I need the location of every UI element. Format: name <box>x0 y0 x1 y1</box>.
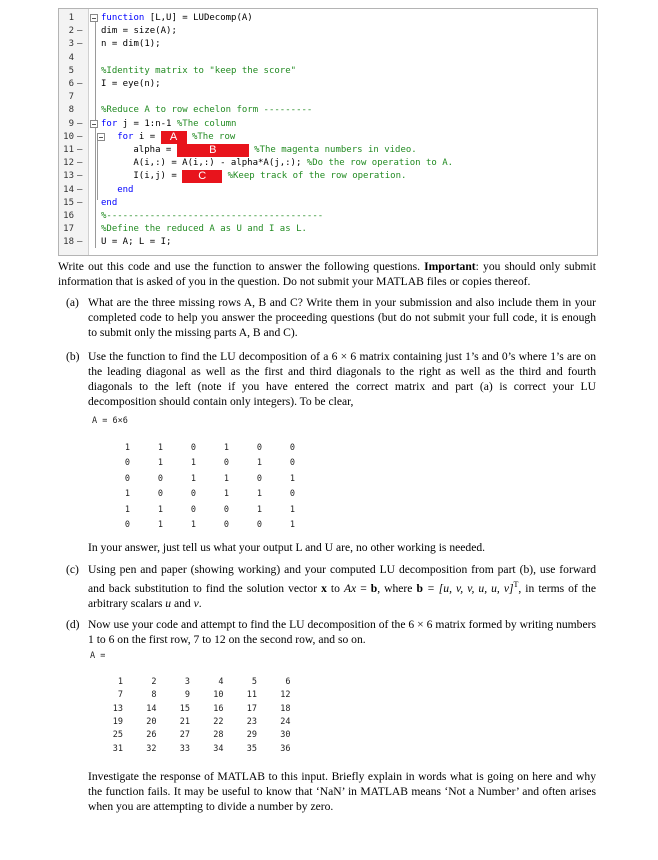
line-number: 18 <box>63 237 74 248</box>
matrix-cell: 36 <box>280 743 291 754</box>
line-number: 11 <box>63 145 74 155</box>
matrix-cell: 1 <box>289 473 295 484</box>
matrix-cell: 7 <box>117 690 123 701</box>
matrix-cell: 32 <box>146 743 157 754</box>
matrix-cell: 27 <box>179 730 190 741</box>
breakpoint-marker: – <box>77 131 83 142</box>
line-number: 12 <box>63 158 74 169</box>
fold-toggle-icon[interactable] <box>90 120 98 128</box>
matrix-cell: 0 <box>124 473 130 484</box>
matrix-cell: 19 <box>112 716 123 727</box>
matrix-cell: 1 <box>124 443 130 453</box>
code-line <box>59 170 597 183</box>
code-line <box>59 25 597 38</box>
matrix-cell: 1 <box>190 473 196 484</box>
matrix-cell: 1 <box>124 489 130 500</box>
matrix-cell: 1 <box>256 504 262 515</box>
code-text <box>133 157 453 170</box>
question-d-text: Now use your code and attempt to find the LU decomposition of the 6 × 6 matrix formed by writing numbers 1 to 6 on the first row, 7 to 12 on the second row, and so on. <box>88 618 596 646</box>
line-number: 10 <box>63 131 74 142</box>
code-token: U = A; L = I; <box>101 237 172 248</box>
matrix-cell: 9 <box>184 690 190 701</box>
code-token: [L,U] = LUDecomp(A) <box>144 13 253 23</box>
matrix-cell: 0 <box>289 489 295 500</box>
code-line <box>59 157 597 170</box>
matrix-cell: 29 <box>246 730 257 741</box>
matrix-cell: 0 <box>223 458 229 469</box>
matrix-cell: 0 <box>289 443 295 453</box>
matrix-cell: 0 <box>157 473 163 484</box>
matrix-cell: 14 <box>146 703 157 714</box>
matrix-cell: 22 <box>213 716 224 727</box>
matrix-cell: 0 <box>256 473 262 484</box>
code-line <box>59 131 597 144</box>
matrix-cell: 0 <box>124 520 130 530</box>
code-text <box>101 197 117 210</box>
breakpoint-marker: – <box>77 158 83 169</box>
comment: %---------------------------------------- <box>101 211 324 221</box>
missing-part-b: B <box>177 144 249 157</box>
line-number: 8 <box>68 105 74 116</box>
matrix-cell: 4 <box>218 677 224 687</box>
matrix-cell: 0 <box>256 520 262 530</box>
code-text <box>117 131 235 144</box>
matrix-cell: 33 <box>179 743 190 754</box>
line-number: 16 <box>63 211 74 221</box>
breakpoint-marker: – <box>77 197 83 208</box>
matrix-cell: 1 <box>289 520 295 530</box>
question-a-text: What are the three missing rows A, B and C? Write them in your submission and also include them in your completed code to help you answer the proceeding questions (but do not submit your full code, it is enough to submit only the missing parts A, B and C). <box>88 296 596 339</box>
matrix-cell: 0 <box>190 489 196 500</box>
code-text <box>101 78 161 91</box>
matrix-cell: 28 <box>213 730 224 741</box>
code-text <box>101 236 171 249</box>
matrix-cell: 1 <box>190 458 196 469</box>
code-line <box>59 184 597 197</box>
matrix-cell: 1 <box>157 443 163 453</box>
matrix-cell: 0 <box>223 504 229 515</box>
code-editor <box>58 8 598 256</box>
question-b-label: (b) <box>66 350 80 363</box>
question-a-label: (a) <box>66 296 79 309</box>
code-text <box>101 38 161 51</box>
keyword: end <box>101 197 118 208</box>
comment: %The row <box>191 131 236 142</box>
matrix-cell: 0 <box>256 443 262 453</box>
matrix-b-label: A = 6×6 <box>92 416 128 426</box>
matrix-cell: 1 <box>117 677 123 687</box>
matrix-d-label: A = <box>90 651 106 661</box>
keyword: end <box>117 184 134 195</box>
code-text <box>101 25 177 38</box>
keyword: function <box>101 13 145 23</box>
code-text <box>133 144 416 157</box>
question-c-label: (c) <box>66 563 79 576</box>
matrix-cell: 13 <box>112 703 123 714</box>
matrix-cell: 8 <box>151 690 157 701</box>
line-number: 15 <box>63 197 74 208</box>
matrix-cell: 1 <box>124 504 130 515</box>
breakpoint-marker: – <box>77 39 83 50</box>
code-token: A(i,:) = A(i,:) - alpha*A(j,:); <box>133 158 307 169</box>
matrix-cell: 1 <box>157 520 163 530</box>
code-text <box>101 12 253 25</box>
question-b-after: In your answer, just tell us what your output L and U are, no other working is needed. <box>88 541 486 554</box>
matrix-cell: 26 <box>146 730 157 741</box>
matrix-cell: 0 <box>190 504 196 515</box>
code-line <box>59 91 597 104</box>
fold-toggle-icon[interactable] <box>90 14 98 22</box>
code-line <box>59 210 597 223</box>
code-token: i = <box>133 131 161 142</box>
matrix-cell: 1 <box>157 458 163 469</box>
matrix-cell: 12 <box>280 690 291 701</box>
instructions-paragraph: Write out this code and use the function to answer the following questions. Important: you should only submit information that is asked of you in the question. Do not submit your MATLAB files or copies thereof. <box>58 260 596 288</box>
missing-part-a: A <box>161 131 187 144</box>
matrix-cell: 35 <box>246 743 257 754</box>
matrix-cell: 5 <box>251 677 257 687</box>
comment: %The magenta numbers in video. <box>254 145 417 155</box>
line-number: 4 <box>68 52 74 63</box>
matrix-cell: 30 <box>280 730 291 741</box>
matrix-cell: 1 <box>289 504 295 515</box>
line-number: 1 <box>68 13 74 23</box>
matrix-cell: 0 <box>190 443 196 453</box>
line-number: 17 <box>63 224 74 235</box>
matrix-cell: 0 <box>124 458 130 469</box>
comment: %Identity matrix to "keep the score" <box>101 65 297 76</box>
breakpoint-marker: – <box>77 171 83 182</box>
line-number: 6 <box>68 79 74 89</box>
code-token: I(i,j) = <box>133 171 183 182</box>
line-number: 3 <box>68 39 74 50</box>
breakpoint-marker: – <box>77 79 83 89</box>
code-line <box>59 118 597 131</box>
matrix-cell: 21 <box>179 716 190 727</box>
comment: %The column <box>176 118 237 129</box>
code-line <box>59 38 597 51</box>
code-text <box>101 210 323 223</box>
matrix-cell: 31 <box>112 743 123 754</box>
breakpoint-marker: – <box>77 145 83 155</box>
code-line <box>59 78 597 91</box>
matrix-cell: 24 <box>280 716 291 727</box>
matrix-cell: 0 <box>157 489 163 500</box>
code-line <box>59 52 597 65</box>
matrix-cell: 1 <box>223 443 229 453</box>
comment: %Do the row operation to A. <box>306 158 454 169</box>
matrix-cell: 6 <box>285 677 291 687</box>
code-line <box>59 197 597 210</box>
matrix-cell: 17 <box>246 703 257 714</box>
question-c-text: Using pen and paper (showing working) and your computed LU decomposition from part (b), use forward and back substitution to find the solution vector x to Ax = b, where b = [u, v, v, u, u, v]$^T$, in terms of the arbitrary scalars u and v. <box>88 563 596 610</box>
line-number: 2 <box>68 26 74 37</box>
matrix-cell: 34 <box>213 743 224 754</box>
matrix-cell: 0 <box>223 520 229 530</box>
code-text <box>133 170 406 183</box>
missing-part-c: C <box>182 170 222 183</box>
code-token: n = dim(1); <box>101 39 161 50</box>
matrix-cell: 20 <box>146 716 157 727</box>
matrix-cell: 10 <box>213 690 224 701</box>
breakpoint-marker: – <box>77 118 83 129</box>
code-token: j = 1:n-1 <box>117 118 177 129</box>
breakpoint-marker: – <box>77 26 83 37</box>
matrix-cell: 1 <box>223 473 229 484</box>
line-number: 7 <box>68 92 74 103</box>
keyword: for <box>101 118 118 129</box>
matrix-cell: 25 <box>112 730 123 741</box>
code-token: dim = size(A); <box>101 26 177 37</box>
code-line <box>59 12 597 25</box>
code-line <box>59 223 597 236</box>
line-number: 5 <box>68 65 74 76</box>
matrix-cell: 15 <box>179 703 190 714</box>
code-line <box>59 144 597 157</box>
matrix-cell: 23 <box>246 716 257 727</box>
matrix-cell: 0 <box>289 458 295 469</box>
matrix-cell: 1 <box>256 489 262 500</box>
code-token: alpha = <box>133 145 177 155</box>
breakpoint-marker: – <box>77 184 83 195</box>
matrix-cell: 11 <box>246 690 257 701</box>
fold-toggle-icon[interactable] <box>97 133 105 141</box>
code-text <box>101 118 236 131</box>
code-text <box>117 184 133 197</box>
code-line <box>59 236 597 249</box>
question-d-after: Investigate the response of MATLAB to this input. Briefly explain in words what is going on here and why the function fails. It may be useful to know that ‘NaN’ in MATLAB means ‘Not a Number’ and often arises when you are attempting to divide a number by zero. <box>88 770 596 813</box>
matrix-cell: 1 <box>190 520 196 530</box>
matrix-cell: 3 <box>184 677 190 687</box>
matrix-cell: 1 <box>256 458 262 469</box>
comment: %Reduce A to row echelon form --------- <box>101 105 313 116</box>
comment: %Define the reduced A as U and I as L. <box>101 224 307 235</box>
line-number: 9 <box>68 118 74 129</box>
comment: %Keep track of the row operation. <box>227 171 407 182</box>
code-text <box>101 65 296 78</box>
matrix-cell: 2 <box>151 677 157 687</box>
matrix-cell: 1 <box>223 489 229 500</box>
code-line <box>59 104 597 117</box>
code-line <box>59 65 597 78</box>
matrix-cell: 1 <box>157 504 163 515</box>
question-b-text: Use the function to find the LU decomposition of a 6 × 6 matrix containing just 1’s and 0’s where 1’s are on the leading diagonal as well as the first and third diagonals to the right as well as the third and fourth diagonals to the left (note if you have entered the correct matrix and part (a) is correct your LU decomposition should contain only integers). To be clear, <box>88 350 596 408</box>
line-number: 14 <box>63 184 74 195</box>
line-number: 13 <box>63 171 74 182</box>
breakpoint-marker: – <box>77 237 83 248</box>
code-text <box>101 223 307 236</box>
keyword: for <box>117 131 134 142</box>
matrix-cell: 16 <box>213 703 224 714</box>
code-text <box>101 104 312 117</box>
matrix-cell: 18 <box>280 703 291 714</box>
question-d-label: (d) <box>66 618 80 631</box>
code-token: I = eye(n); <box>101 79 161 89</box>
